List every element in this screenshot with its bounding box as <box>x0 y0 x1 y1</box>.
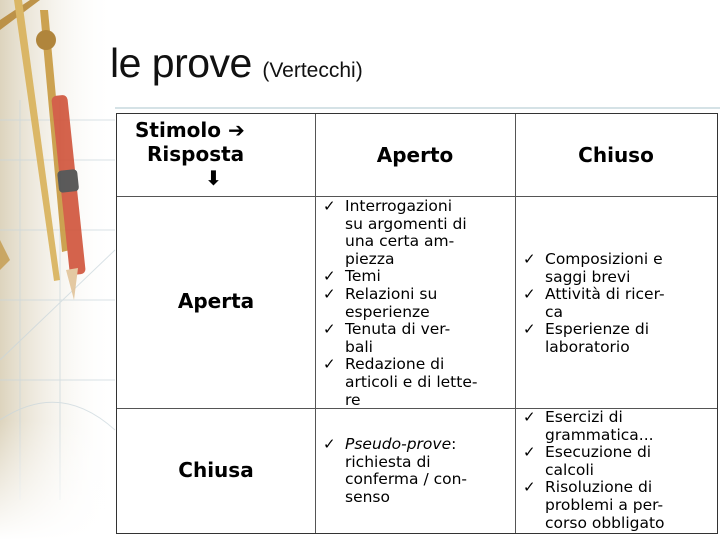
checkmark-icon: ✓ <box>523 285 536 304</box>
row-header-aperta: Aperta <box>177 289 255 313</box>
cell-aperta-aperto <box>321 198 513 409</box>
checklist-item: ✓ Esperienze di laboratorio <box>523 320 650 356</box>
checkmark-icon: ✓ <box>323 355 336 374</box>
checklist-item: ✓ Pseudo-prove: richiesta di conferma / con- senso <box>323 435 468 506</box>
title-author: (Vertecchi) <box>262 59 363 82</box>
cell-aperta-chiuso <box>521 251 715 357</box>
checkmark-icon: ✓ <box>323 267 336 286</box>
corner-header <box>117 118 315 196</box>
corner-stimolo: Stimolo <box>135 118 221 142</box>
checklist-item: ✓ Interrogazioni su argomenti di una certa am- piezza <box>323 197 467 268</box>
arrow-down-icon: ⬇ <box>205 166 222 190</box>
checklist-item: ✓ Esecuzione di calcoli <box>523 443 652 479</box>
checklist-item: ✓ Composizioni e saggi brevi <box>523 250 663 286</box>
arrow-right-icon: ➔ <box>227 118 245 142</box>
slide-title <box>110 40 363 87</box>
checklist-item: ✓ Tenuta di ver- bali <box>323 320 451 356</box>
checkmark-icon: ✓ <box>323 197 336 215</box>
checklist-item: ✓ Esercizi di grammatica... <box>523 408 654 444</box>
checkmark-icon: ✓ <box>323 320 336 339</box>
checklist-item: ✓ Redazione di articoli e di lette- re <box>323 355 478 409</box>
checklist-item: ✓ Risoluzione di problemi a per- corso obbligato <box>523 478 665 532</box>
cell-chiusa-aperto <box>321 436 513 506</box>
column-header-chiuso: Chiuso <box>578 143 654 167</box>
checklist-item: ✓ Relazioni su esperienze <box>323 284 438 321</box>
cell-chiusa-chiuso <box>521 409 715 532</box>
column-header-aperto: Aperto <box>376 143 454 167</box>
checkmark-icon: ✓ <box>523 408 536 426</box>
row-header-chiusa: Chiusa <box>178 458 254 482</box>
title-main: le prove <box>110 40 252 86</box>
checkmark-icon: ✓ <box>323 435 336 453</box>
checkmark-icon: ✓ <box>523 320 536 339</box>
checkmark-icon: ✓ <box>523 478 536 497</box>
checkmark-icon: ✓ <box>323 284 336 303</box>
tests-classification-table <box>116 113 718 534</box>
checklist-item: ✓ Attività di ricer- ca <box>523 285 665 321</box>
checklist-item: ✓ Temi <box>323 267 381 286</box>
corner-risposta: Risposta <box>147 142 245 166</box>
checkmark-icon: ✓ <box>523 250 536 268</box>
checkmark-icon: ✓ <box>523 443 536 462</box>
